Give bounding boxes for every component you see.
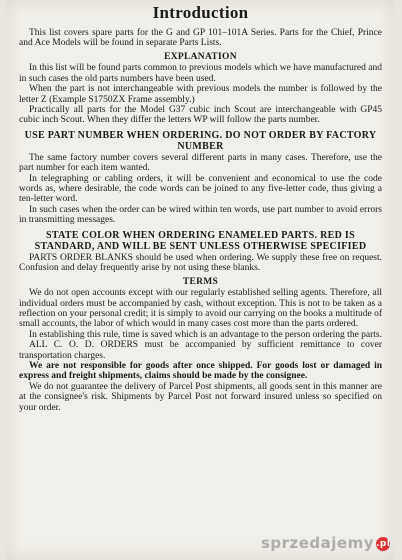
intro-paragraph: This list covers spare parts for the G and GP 101–101A Series. Parts for the Chief, Prince and Ace Models will be found in separate Parts Lists. xyxy=(19,28,382,49)
state-color-heading: STATE COLOR WHEN ORDERING ENAMELED PARTS. RED IS STANDARD, AND WILL BE SENT UNLESS OTHERWISE SPECIFIED xyxy=(34,229,367,252)
terms-paragraph: ALL C. O. D. ORDERS must be accompanied by sufficient remittance to cover transportation charges. xyxy=(19,340,382,361)
watermark-text: sprzedajemy xyxy=(260,534,374,552)
explanation-paragraph: When the part is not interchangeable with previous models the number is followed by the letter Z (Example S1750ZX Frame assembly.) xyxy=(19,84,382,105)
terms-heading: TERMS xyxy=(182,276,219,287)
terms-paragraph: We do not open accounts except with our regularly established selling agents. Therefore, all individual orders must be accompanied by cash, without exception. This is not to be taken as a reflection on your personal credit; it is simply to avoid our carrying on the books a multitude of small accounts, the labor of which would in many cases cost more than the parts ordered. xyxy=(19,288,382,330)
part-number-paragraph: The same factory number covers several different parts in many cases. Therefore, use the part number for each item wanted. xyxy=(19,152,382,174)
terms-paragraph: In establishing this rule, time is saved which is an advantage to the person ordering the parts. xyxy=(29,329,382,340)
explanation-paragraph: Practically all parts for the Model G37 cubic inch Scout are interchangeable with GP45 cubic inch Scout. When they differ the letters WP will follow the parts number. xyxy=(19,105,382,126)
watermark-logo xyxy=(261,534,390,552)
responsibility-paragraph: We are not responsible for goods after once shipped. For goods lost or damaged in express and freight shipments, claims should be made by the consignee. xyxy=(19,360,382,382)
explanation-paragraph: In this list will be found parts common to previous models which we have manufactured and in such cases the old parts numbers have been used. xyxy=(19,63,382,84)
document-page xyxy=(6,0,394,560)
watermark-suffix: .pl xyxy=(376,538,391,549)
part-number-paragraph: In telegraphing or cabling orders, it will be convenient and economical to use the code words as, where desirable, the code words can be joined to any five-letter code, thus giving a ten-letter word. xyxy=(19,173,382,205)
part-number-paragraph: In such cases when the order can be wired within ten words, use part number to avoid errors in transmitting messages. xyxy=(19,204,382,226)
page-title: Introduction xyxy=(152,3,249,22)
parcel-post-paragraph: We do not guarantee the delivery of Parcel Post shipments, all goods sent in this manner are at the consignee's risk. Shipments by Parcel Post not forward insured unless so specified on your order. xyxy=(19,381,382,413)
explanation-heading: EXPLANATION xyxy=(164,51,237,62)
part-number-heading: USE PART NUMBER WHEN ORDERING. DO NOT ORDER BY FACTORY NUMBER xyxy=(24,129,377,152)
order-blanks-paragraph: PARTS ORDER BLANKS should be used when ordering. We supply these free on request. Confusion and delay frequently arise by not using these blanks. xyxy=(19,252,382,274)
page-content xyxy=(6,0,394,413)
